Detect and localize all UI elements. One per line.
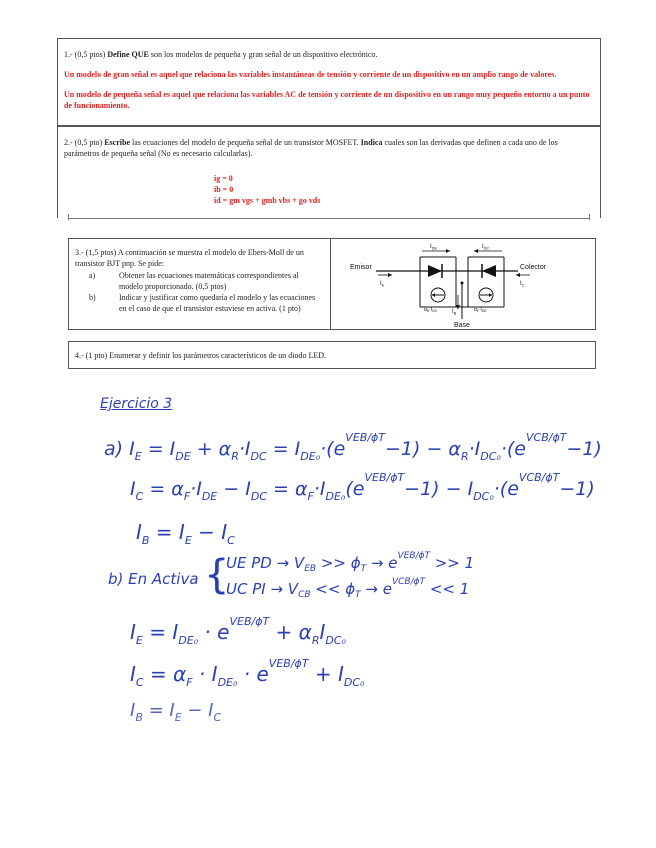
hand-eq-ic-b: $I_C = \alpha_F \cdot I_{DE_0} \cdot e^{VEB/\phi T} + I_{DC_0}$ [130,657,365,689]
label-src-r: $\alpha_R$ $I_{DC}$ [424,307,438,313]
hand-eq-ie-b: $I_E = I_{DE_0} \cdot e^{VEB/\phi T} + \alpha_RI_{DC_0}$ [130,615,346,647]
answer-large-signal: Un modelo de gran señal es aquel que relaciona las variables instantáneas de tensión y corriente de un dispositivo en un amplio rango de valores. [64,70,557,79]
label-ic: $I_C$ [520,281,525,288]
hand-eq-ib-a: $I_B = I_E - I_C$ [136,520,235,547]
answer-small-signal: Un modelo de pequeña señal es aquel que relaciona las variables AC de tensión y corriente de un dispositivo en un rango muy pequeño entorno a un punto de funcionamiento. [64,90,590,110]
eq-ig: ig = 0 [214,174,233,183]
hand-eq-ib-b: $I_B = I_E - I_C$ [130,700,222,724]
ebers-moll-diagram [332,239,596,329]
question-4-text: 4.- (1 pto) Enumerar y definir los parámetros característicos de un diodo LED. [75,351,327,360]
hand-eq-ie-a: a) $I_E = I_{DE} + \alpha_R\cdot I_{DC} = I_{DE_0}\cdot(e^{VEB/\phi T}-1) - \alpha_R\cdot I_{DC_0}\cdot(e^{VCB/\phi T}-1)$ [104,431,602,463]
label-emisor: Emisor [350,264,372,271]
hand-activa-brace: { [204,552,230,598]
handwritten-answer [86,384,602,724]
ebers-moll-figure [332,239,596,329]
question-3-item-a: a) Obtener las ecuaciones matemáticas correspondientes al modelo proporcionado. (0,5 ptos) [89,271,299,291]
question-3-box [68,238,596,330]
question-4-box [68,341,596,369]
label-ide: $I_{DE}$ [430,244,438,251]
label-idc: $I_{DC}$ [482,244,490,251]
question-1-text: 1.- (0,5 ptos) Define QUE son los modelos de pequeña y gran señal de un dispositivo electrónico. [64,50,378,59]
hand-activa-ue: UE PD → $V_{EB} >> \phi_T \to e^{VEB/\phi T} >> 1$ [226,551,475,574]
question-3-intro: 3.- (1,5 ptos) A continuación se muestra el modelo de Ebers-Moll de un transistor BJT pnp. Se pide: [75,248,304,268]
hand-title: Ejercicio 3 [100,396,173,412]
label-colector: Colector [520,264,547,271]
question-1-box [57,38,601,126]
hand-eq-ic-a: $I_C = \alpha_F\cdot I_{DE} - I_{DC} = \alpha_F\cdot I_{DE_0}(e^{VEB/\phi T}-1) - I_{DC_0}\cdot(e^{VCB/\phi T}-1)$ [130,471,595,503]
question-2-bottom-tick-left [68,214,69,220]
mosfet-equations [214,173,594,206]
hand-activa-label: b) En Activa [108,570,199,588]
question-2-box [57,126,601,218]
eq-ib: ib = 0 [214,185,234,194]
label-ib: $I_B$ [452,309,457,316]
label-ie: $I_E$ [380,281,385,288]
diode-dc-icon [482,265,496,277]
eq-id: id = gm vgs + gmb vbs + go vds [214,196,321,205]
label-src-f: $\alpha_F$ $I_{DE}$ [474,307,487,313]
question-2-bottom-rule [68,218,590,219]
question-2-text: 2.- (0,5 pto) Escribe las ecuaciones del modelo de pequeña señal de un transistor MOSFET. Indica cuales son las derivadas que definen a cada uno de los parámetros de pequeña señal (No es necesario calcularlas). [64,138,558,158]
hand-activa-uc: UC PI → $V_{CB} << \phi_T \to e^{VCB/\phi T} << 1$ [226,577,470,600]
question-3-text-cell [69,239,331,329]
diode-de-icon [428,265,442,277]
label-base: Base [454,322,470,329]
question-2-bottom-tick-right [589,214,590,220]
question-3-item-b: b) Indicar y justificar como quedaría el modelo y las ecuaciones en el caso de que el transistor estuviese en activa. (1 pto) [89,293,316,313]
